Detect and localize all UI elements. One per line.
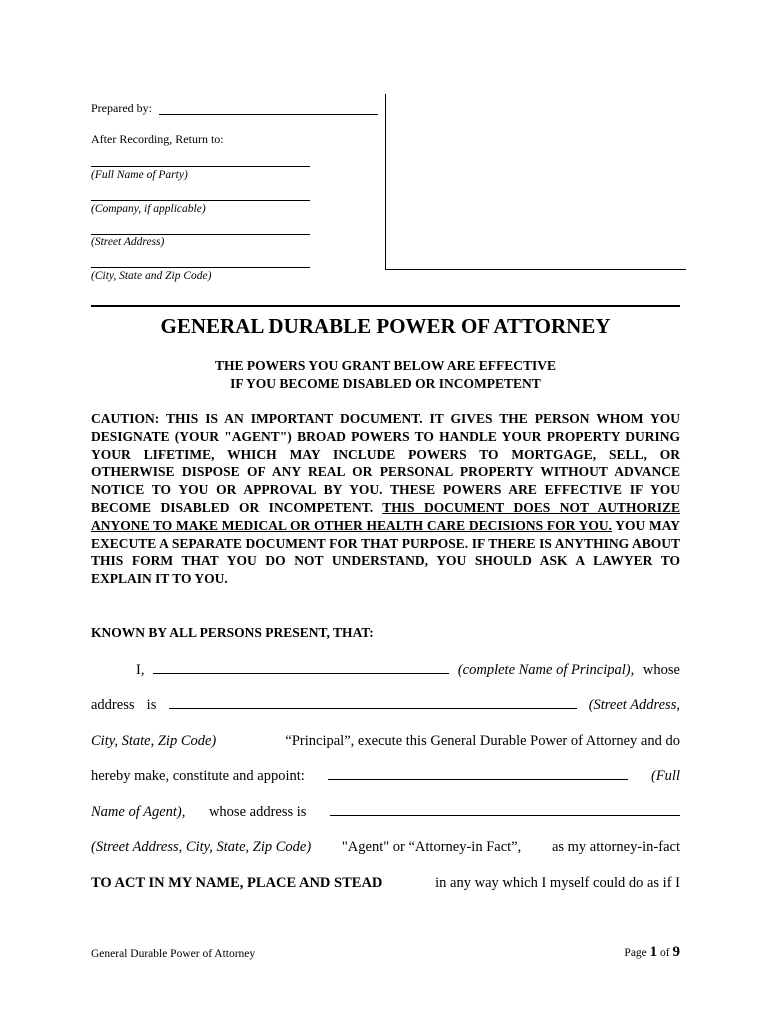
caution-underlined: THIS DOCUMENT DOES NOT AUTHORIZE ANYONE TO MAKE MEDICAL OR OTHER HEALTH CARE DECISIONS FOR YOU. bbox=[91, 499, 680, 533]
principal-address-blank[interactable] bbox=[169, 696, 577, 709]
of-word: of bbox=[660, 947, 670, 959]
principal-execute-text: “Principal”, execute this General Durable Power of Attorney and do bbox=[285, 733, 680, 749]
body-i: I, bbox=[136, 662, 145, 678]
city-state-zip-line[interactable] bbox=[91, 267, 310, 268]
principal-name-label: (complete Name of Principal), bbox=[457, 662, 635, 678]
body-line-7 bbox=[91, 874, 680, 892]
document-title: GENERAL DURABLE POWER OF ATTORNEY bbox=[160, 314, 611, 338]
street-address-line[interactable] bbox=[91, 234, 310, 235]
subtitle-line-2: IF YOU BECOME DISABLED OR INCOMPETENT bbox=[230, 376, 541, 391]
street-address-label: (Street Address) bbox=[91, 236, 165, 248]
company-label: (Company, if applicable) bbox=[91, 203, 206, 215]
as-attorney-text: as my attorney-in-fact bbox=[551, 839, 680, 855]
city-state-zip-label: (City, State and Zip Code) bbox=[91, 270, 212, 282]
any-way-text: in any way which I myself could do as if I bbox=[435, 875, 680, 891]
caution-paragraph bbox=[91, 410, 680, 588]
full-name-line[interactable] bbox=[91, 166, 310, 167]
act-in-my-name-text: TO ACT IN MY NAME, PLACE AND STEAD bbox=[91, 875, 383, 891]
body-line-5 bbox=[91, 803, 680, 821]
principal-name-blank[interactable] bbox=[153, 661, 449, 674]
city-state-zip-inline: City, State, Zip Code) bbox=[91, 733, 217, 749]
body-address: address bbox=[91, 697, 135, 713]
body-line-2 bbox=[91, 696, 680, 714]
known-heading: KNOWN BY ALL PERSONS PRESENT, THAT: bbox=[91, 625, 374, 640]
page-word: Page bbox=[624, 947, 647, 959]
body-line-6 bbox=[91, 838, 680, 856]
agent-address-blank[interactable] bbox=[330, 803, 680, 816]
full-name-label: (Full Name of Party) bbox=[91, 169, 188, 181]
principal-address-label: (Street Address, bbox=[588, 697, 680, 713]
body-whose: whose bbox=[642, 662, 680, 678]
recording-box-bottom-border bbox=[385, 269, 686, 270]
whose-address-text: whose address is bbox=[208, 804, 307, 820]
company-line[interactable] bbox=[91, 200, 310, 201]
body-line-3 bbox=[91, 732, 680, 750]
total-pages: 9 bbox=[672, 944, 680, 960]
prepared-by-label: Prepared by: bbox=[91, 101, 152, 115]
subtitle-line-1: THE POWERS YOU GRANT BELOW ARE EFFECTIVE bbox=[214, 358, 557, 373]
agent-name-label: Name of Agent), bbox=[91, 804, 186, 820]
body-line-1 bbox=[91, 661, 680, 679]
agent-name-blank[interactable] bbox=[328, 767, 628, 780]
body-is: is bbox=[146, 697, 157, 713]
agent-or-attorney-text: "Agent" or “Attorney-in Fact”, bbox=[341, 839, 522, 855]
return-to-label: After Recording, Return to: bbox=[91, 132, 224, 146]
footer-title: General Durable Power of Attorney bbox=[91, 948, 256, 960]
page-number bbox=[624, 944, 680, 961]
recording-box-left-border bbox=[385, 94, 386, 269]
prepared-by-line[interactable] bbox=[159, 114, 378, 115]
caution-text-1: CAUTION: THIS IS AN IMPORTANT DOCUMENT. IT GIVES THE PERSON WHOM YOU DESIGNATE (YOUR "AGENT") BROAD POWERS TO HANDLE YOUR PROPERTY DURING YOUR LIFETIME, WHICH MAY INCLUDE POWERS TO MORTGAGE, SELL, OR OTHERWISE DISPOSE OF ANY REAL OR PERSONAL PROPERTY WITHOUT ADVANCE NOTICE TO YOU OR APPROVAL BY YOU. THESE POWERS ARE EFFECTIVE IF YOU BECOME DISABLED OR INCOMPETENT. bbox=[91, 411, 680, 515]
caution-text-2: YOU MAY EXECUTE A SEPARATE DOCUMENT FOR THAT PURPOSE. IF THERE IS ANYTHING ABOUT THIS FORM THAT YOU DO NOT UNDERSTAND, YOU SHOULD ASK A LAWYER TO EXPLAIN IT TO YOU. bbox=[91, 517, 680, 587]
full-label: (Full bbox=[651, 768, 680, 784]
agent-address-label: (Street Address, City, State, Zip Code) bbox=[91, 839, 312, 855]
title-divider bbox=[91, 305, 680, 307]
body-line-4 bbox=[91, 767, 680, 785]
current-page: 1 bbox=[649, 944, 658, 960]
appoint-text: hereby make, constitute and appoint: bbox=[91, 768, 305, 784]
